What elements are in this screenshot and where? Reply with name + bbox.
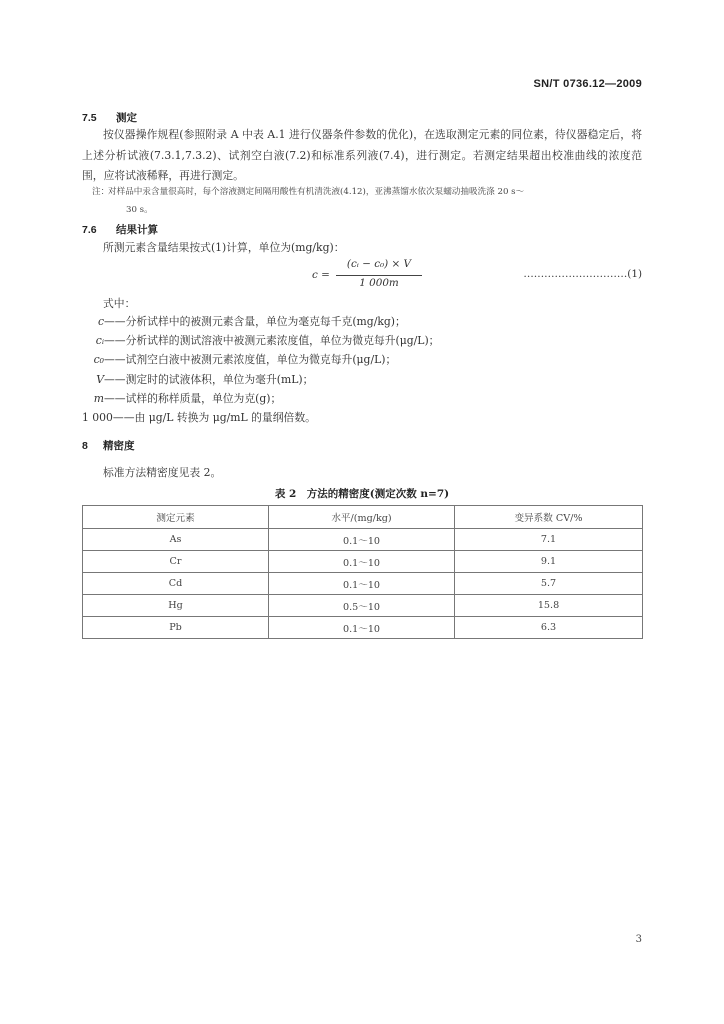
section-number: 8 <box>82 440 88 452</box>
definition-m <box>82 391 281 406</box>
header-level: 水平/(mg/kg) <box>269 506 455 529</box>
where-label: 式中： <box>103 297 136 310</box>
cell-level: 0.1～10 <box>269 529 455 551</box>
equation-number: …………………………(1) <box>523 268 642 280</box>
definition-1000 <box>82 410 316 425</box>
cell-cv: 15.8 <box>455 595 643 617</box>
definition-text: ——分析试样中的被测元素含量，单位为毫克每千克(mg/kg)； <box>104 315 406 328</box>
definition-text: ——由 μg/L 转换为 μg/mL 的量纲倍数。 <box>112 411 316 424</box>
section-7-5-heading <box>82 110 137 125</box>
cell-level: 0.1～10 <box>269 551 455 573</box>
cell-element: As <box>83 529 269 551</box>
header-cv: 变异系数 CV/% <box>455 506 643 529</box>
note-text-line1: 对样品中汞含量很高时，每个溶液测定间隔用酸性有机清洗液(4.12)，亚沸蒸馏水依次泵蠕动抽吸洗涤 20 s～ <box>108 187 525 197</box>
page-number: 3 <box>635 934 642 945</box>
section-title: 测定 <box>116 112 137 124</box>
section-title: 结果计算 <box>116 224 158 236</box>
definition-c <box>82 314 406 329</box>
definition-text: ——试样的称样质量，单位为克(g)； <box>104 392 282 405</box>
table-row <box>83 617 643 639</box>
definition-symbol: c₀ <box>93 353 104 366</box>
cell-level: 0.1～10 <box>269 617 455 639</box>
cell-element: Pb <box>83 617 269 639</box>
section-title: 精密度 <box>103 440 135 452</box>
table-header-row <box>83 506 643 529</box>
definition-text: ——测定时的试液体积，单位为毫升(mL)； <box>104 373 314 386</box>
cell-cv: 9.1 <box>455 551 643 573</box>
cell-cv: 7.1 <box>455 529 643 551</box>
section-7-5-body: 按仪器操作规程(参照附录 A 中表 A.1 进行仪器条件参数的优化)，在选取测定元素的同位素，待仪器稳定后，将上述分析试液(7.3.1,7.3.2)、试剂空白液(7.2)和标准系列液(7.4)，进行测定。若测定结果超出校准曲线的浓度范围，应将试液稀释，再进行测定。 <box>82 128 642 182</box>
precision-table <box>82 505 643 639</box>
section-7-5-note <box>82 184 642 201</box>
formula-lhs: c = <box>312 269 330 281</box>
header-element: 测定元素 <box>83 506 269 529</box>
definition-text: ——分析试样的测试溶液中被测元素浓度值，单位为微克每升(μg/L)； <box>104 334 440 347</box>
section-8-body: 标准方法精密度见表 2。 <box>103 466 222 479</box>
definition-symbol: m <box>93 392 104 405</box>
definition-text: ——试剂空白液中被测元素浓度值，单位为微克每升(μg/L)； <box>104 353 397 366</box>
cell-element: Cd <box>83 573 269 595</box>
section-8-heading <box>82 438 135 453</box>
formula-denominator: 1 000m <box>359 277 399 289</box>
definition-v <box>82 372 313 387</box>
cell-element: Cr <box>83 551 269 573</box>
cell-element: Hg <box>83 595 269 617</box>
table-row <box>83 529 643 551</box>
note-label: 注： <box>92 187 110 197</box>
cell-level: 0.1～10 <box>269 573 455 595</box>
section-number: 7.5 <box>82 112 97 124</box>
section-7-6-intro: 所测元素含量结果按式(1)计算，单位为(mg/kg)： <box>103 241 345 254</box>
definition-c0 <box>82 352 396 367</box>
table-caption: 表 2 方法的精密度(测定次数 n=7) <box>274 488 450 500</box>
table-row <box>83 551 643 573</box>
table-row <box>83 573 643 595</box>
definition-symbol: V <box>96 373 104 386</box>
definition-symbol: 1 000 <box>82 411 113 424</box>
section-number: 7.6 <box>82 224 97 236</box>
table-row <box>83 595 643 617</box>
cell-cv: 5.7 <box>455 573 643 595</box>
section-7-6-heading <box>82 222 158 237</box>
fraction-bar <box>336 275 422 276</box>
standard-code: SN/T 0736.12—2009 <box>533 78 642 90</box>
definition-ci <box>82 333 439 348</box>
definition-symbol: cᵢ <box>95 334 104 347</box>
formula-numerator: (cᵢ − c₀) × V <box>346 258 412 270</box>
cell-cv: 6.3 <box>455 617 643 639</box>
section-7-5-note-continued: 30 s。 <box>126 205 153 215</box>
definition-symbol: c <box>97 315 104 328</box>
cell-level: 0.5～10 <box>269 595 455 617</box>
